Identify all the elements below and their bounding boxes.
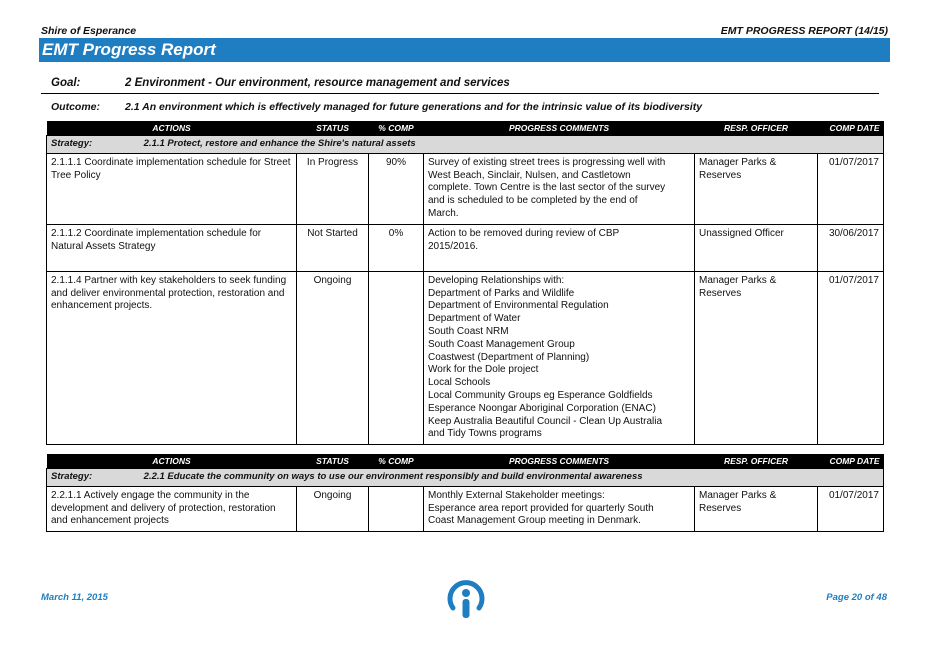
comment-line: Coastwest (Department of Planning)	[428, 351, 590, 363]
comment-line: complete. Town Centre is the last sector of the survey	[428, 182, 666, 194]
comments-cell	[424, 271, 695, 444]
comment-line: Action to be removed during review of CBP	[428, 227, 620, 239]
comment-line: 2015/2016.	[428, 240, 479, 252]
table-row	[47, 486, 884, 531]
col-comp: % COMP	[369, 121, 424, 136]
comment-line: Local Schools	[428, 377, 491, 389]
officer-cell: Manager Parks & Reserves	[695, 153, 818, 224]
col-status: STATUS	[297, 121, 369, 136]
date-cell: 30/06/2017	[818, 224, 884, 271]
date-cell: 01/07/2017	[818, 153, 884, 224]
comp-cell: 0%	[369, 224, 424, 271]
action-cell: 2.1.1.2 Coordinate implementation schedule for Natural Assets Strategy	[47, 224, 297, 271]
comment-line: and Tidy Towns programs	[428, 428, 542, 440]
goal-label: Goal:	[51, 77, 81, 89]
officer-cell: Manager Parks & Reserves	[695, 271, 818, 444]
goal-row	[41, 77, 879, 94]
outcome-text: 2.1 An environment which is effectively managed for future generations and for the intrinsic value of its biodiversity	[125, 101, 703, 113]
comment-line: Department of Parks and Wildlife	[428, 287, 575, 299]
comment-line: Department of Environmental Regulation	[428, 300, 609, 312]
comment-line: South Coast Management Group	[428, 338, 575, 350]
col-officer: RESP. OFFICER	[695, 454, 818, 469]
strategy-label: Strategy:	[51, 138, 93, 149]
comment-line: West Beach, Sinclair, Nulsen, and Castletown	[428, 169, 631, 181]
comment-line: and is scheduled to be completed by the end of	[428, 195, 638, 207]
footer-date: March 11, 2015	[41, 592, 108, 603]
action-cell: 2.2.1.1 Actively engage the community in the development and delivery of protection, restoration and enhancement projects	[47, 486, 297, 531]
comment-line: South Coast NRM	[428, 325, 509, 337]
table-header-row	[47, 454, 884, 469]
table-row	[47, 271, 884, 444]
actions-table-2	[46, 454, 884, 532]
comment-line: Local Community Groups eg Esperance Goldfields	[428, 389, 653, 401]
col-comments: PROGRESS COMMENTS	[424, 454, 695, 469]
comment-line: Esperance Noongar Aboriginal Corporation (ENAC)	[428, 402, 656, 414]
action-cell: 2.1.1.1 Coordinate implementation schedule for Street Tree Policy	[47, 153, 297, 224]
comment-line: Developing Relationships with:	[428, 274, 565, 286]
comment-line: Work for the Dole project	[428, 364, 539, 376]
comp-cell	[369, 271, 424, 444]
title-bar	[39, 38, 890, 62]
table-row	[47, 153, 884, 224]
strategy-row	[47, 469, 884, 487]
col-comp: % COMP	[369, 454, 424, 469]
comment-line: Keep Australia Beautiful Council - Clean Up Australia	[428, 415, 663, 427]
comment-line: Esperance area report provided for quarterly South	[428, 502, 654, 514]
col-date: COMP DATE	[818, 121, 884, 136]
comment-line: Survey of existing street trees is progressing well with	[428, 156, 666, 168]
comment-line: Monthly External Stakeholder meetings:	[428, 489, 605, 501]
col-comments: PROGRESS COMMENTS	[424, 121, 695, 136]
officer-cell: Unassigned Officer	[695, 224, 818, 271]
comment-line: March.	[428, 207, 459, 219]
col-officer: RESP. OFFICER	[695, 121, 818, 136]
strategy-text: 2.1.1 Protect, restore and enhance the Shire's natural assets	[143, 138, 416, 149]
comments-cell	[424, 224, 695, 271]
comment-line: Department of Water	[428, 313, 521, 325]
status-cell: Not Started	[297, 224, 369, 271]
goal-text: 2 Environment - Our environment, resource management and services	[125, 77, 510, 89]
date-cell: 01/07/2017	[818, 271, 884, 444]
action-cell: 2.1.1.4 Partner with key stakeholders to seek funding and deliver environmental protection, restoration and enhancement projects.	[47, 271, 297, 444]
status-cell: Ongoing	[297, 271, 369, 444]
comments-cell	[424, 153, 695, 224]
date-cell: 01/07/2017	[818, 486, 884, 531]
col-actions: ACTIONS	[47, 121, 297, 136]
strategy-text: 2.2.1 Educate the community on ways to use our environment responsibly and build environmental awareness	[143, 471, 643, 482]
actions-table-1	[46, 121, 884, 445]
table-header-row	[47, 121, 884, 136]
officer-cell: Manager Parks & Reserves	[695, 486, 818, 531]
comment-line: Coast Management Group meeting in Denmark.	[428, 515, 641, 527]
comp-cell	[369, 486, 424, 531]
col-date: COMP DATE	[818, 454, 884, 469]
strategy-label: Strategy:	[51, 471, 93, 482]
col-actions: ACTIONS	[47, 454, 297, 469]
status-cell: Ongoing	[297, 486, 369, 531]
shire-logo-icon	[441, 578, 489, 620]
comp-cell: 90%	[369, 153, 424, 224]
strategy-row	[47, 136, 884, 154]
status-cell: In Progress	[297, 153, 369, 224]
comments-cell	[424, 486, 695, 531]
page-title: EMT Progress Report	[42, 40, 216, 59]
report-label: EMT PROGRESS REPORT (14/15)	[720, 25, 888, 37]
outcome-label: Outcome:	[51, 101, 101, 113]
col-status: STATUS	[297, 454, 369, 469]
footer-page-number: Page 20 of 48	[826, 592, 887, 603]
table-row	[47, 224, 884, 271]
organisation-name: Shire of Esperance	[41, 25, 137, 37]
